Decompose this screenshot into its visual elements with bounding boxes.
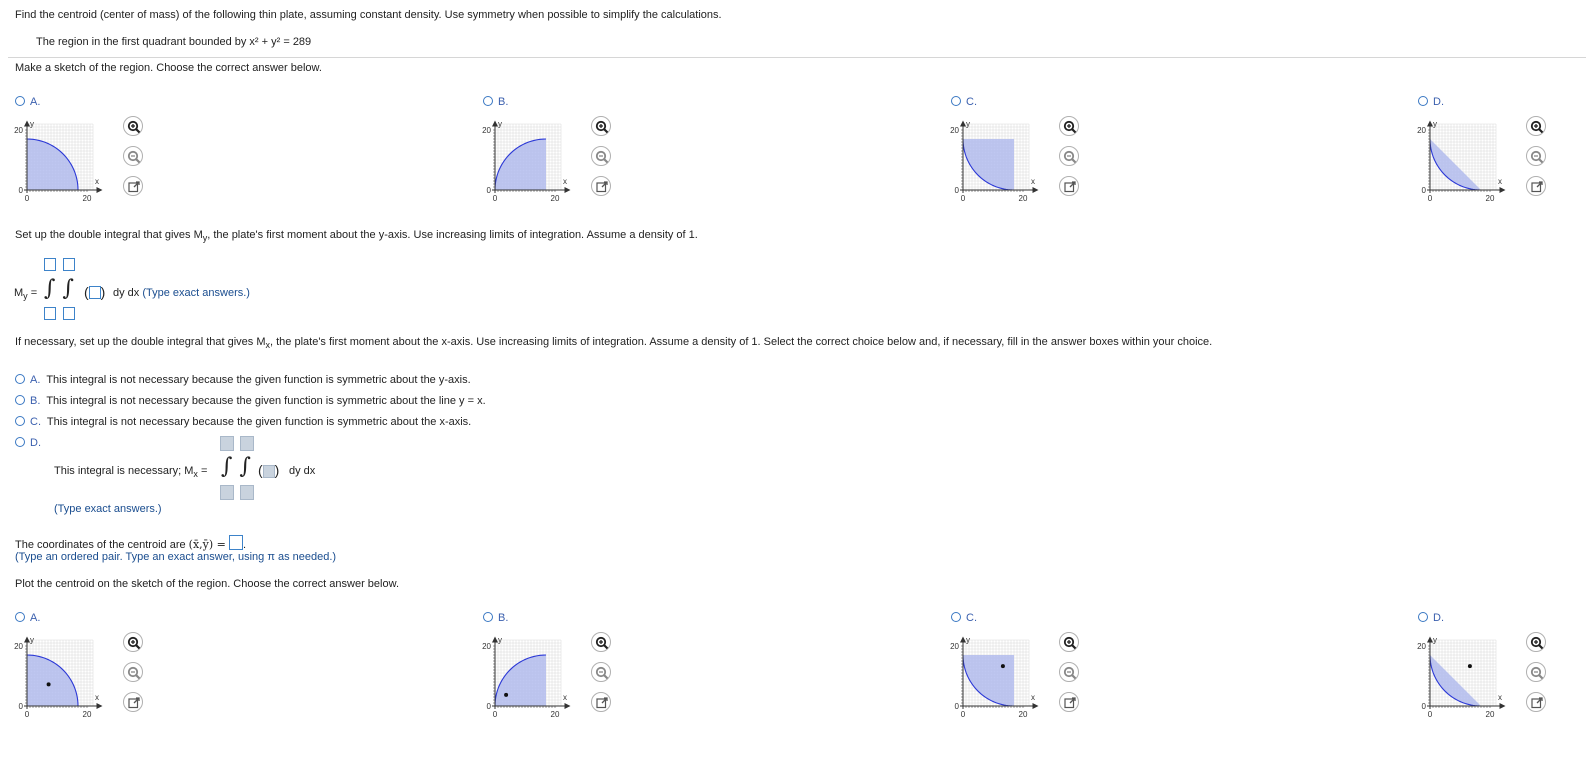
mx-d-hint: (Type exact answers.) [54, 503, 162, 515]
centroid-hint: (Type an ordered pair. Type an exact answer, using π as needed.) [15, 551, 337, 563]
my-integral-signs: ∫ ∫ [44, 276, 74, 301]
popout-icon[interactable] [123, 176, 143, 196]
plot-a-graph [5, 631, 115, 721]
my-inner-lower-input[interactable] [63, 307, 75, 320]
plot-d-graph [1408, 631, 1518, 721]
region-fill [1430, 655, 1481, 706]
mx-inner-upper-input[interactable] [240, 436, 254, 451]
x-axis-label: x [1031, 693, 1035, 702]
my-lhs: $M_y$ = [14, 287, 38, 302]
x-arrow [97, 703, 103, 709]
zoom-out-icon[interactable] [1059, 662, 1079, 682]
radio-button[interactable] [483, 96, 493, 106]
centroid-prompt: The coordinates of the centroid are (x̄,ȳ) = . [15, 535, 246, 551]
y-axis-label: y [966, 635, 970, 645]
x-axis-label: x [1031, 177, 1035, 186]
my-outer-lower-input[interactable] [44, 307, 56, 320]
radio-button[interactable] [951, 612, 961, 622]
x-tick-label-origin: 0 [24, 194, 30, 203]
x-arrow [565, 703, 571, 709]
radio-button[interactable] [1418, 612, 1428, 622]
region-fill [1430, 139, 1481, 190]
plot-prompt: Plot the centroid on the sketch of the region. Choose the correct answer below. [15, 578, 400, 590]
x-tick-label-max: 20 [550, 194, 560, 203]
option-label: B. [498, 96, 509, 108]
x-tick-label-origin: 0 [960, 194, 966, 203]
x-tick-label-origin: 0 [24, 710, 30, 719]
y-axis-label: y [1433, 119, 1437, 129]
y-tick-label-origin: 0 [18, 186, 23, 195]
my-lower-limits [44, 307, 75, 323]
zoom-out-icon[interactable] [1526, 146, 1546, 166]
popout-icon[interactable] [1059, 692, 1079, 712]
sketch-option-a[interactable] [15, 96, 40, 108]
problem-region: The region in the first quadrant bounded by x² + y² = 289 [36, 36, 312, 48]
x-tick-label-max: 20 [82, 194, 92, 203]
mx-choice-a[interactable]: A. This integral is not necessary because the given function is symmetric about the y-axis. [15, 374, 471, 386]
region-fill [963, 139, 1014, 190]
mx-d-tail: dy dx [289, 465, 316, 477]
zoom-out-icon[interactable] [1059, 146, 1079, 166]
x-axis-label: x [1498, 177, 1502, 186]
option-label: D. [1433, 612, 1444, 624]
y-axis-label: y [498, 635, 502, 645]
divider [8, 57, 1586, 58]
radio-button[interactable] [483, 612, 493, 622]
my-integrand-input[interactable] [89, 286, 101, 299]
radio-d[interactable] [15, 437, 25, 447]
x-tick-label-max: 20 [1018, 710, 1028, 719]
region-fill [963, 655, 1014, 706]
mx-choice-b[interactable]: B. This integral is not necessary because the given function is symmetric about the line y = x. [15, 395, 486, 407]
plot-option-d[interactable] [1418, 612, 1444, 624]
my-inner-upper-input[interactable] [63, 258, 75, 271]
sketch-option-d[interactable] [1418, 96, 1444, 108]
y-axis-label: y [498, 119, 502, 129]
sketch-prompt: Make a sketch of the region. Choose the correct answer below. [15, 62, 322, 74]
mx-upper-limits [220, 436, 254, 454]
plot-c-graph [941, 631, 1051, 721]
y-tick-label-max: 20 [14, 642, 23, 651]
sketch-a-graph [5, 115, 115, 205]
x-tick-label-origin: 0 [960, 710, 966, 719]
plot-option-b[interactable] [483, 612, 508, 624]
centroid-input[interactable] [229, 535, 243, 550]
mx-prompt: If necessary, set up the double integral that gives $M_x$, the plate's first moment about the x-axis. Use increasing limits of integration. Assume a density of 1. Select the correct choice below and, if necessary, fill in the answer boxes within your choice. [15, 336, 1213, 351]
mx-integrand-input[interactable] [263, 465, 275, 478]
sketch-b-graph [473, 115, 583, 205]
region-fill [27, 139, 78, 190]
x-tick-label-max: 20 [1018, 194, 1028, 203]
radio-button[interactable] [15, 612, 25, 622]
centroid-dot [504, 693, 508, 697]
popout-icon[interactable] [1059, 176, 1079, 196]
mx-choice-d[interactable]: D. [15, 437, 41, 449]
zoom-out-icon[interactable] [1526, 662, 1546, 682]
y-tick-label-origin: 0 [486, 186, 491, 195]
centroid-dot [1468, 664, 1472, 668]
x-arrow [565, 187, 571, 193]
zoom-in-icon[interactable] [1059, 116, 1079, 136]
y-tick-label-max: 20 [950, 126, 959, 135]
my-upper-limits [44, 258, 75, 274]
plot-b-graph [473, 631, 583, 721]
sketch-c-graph [941, 115, 1051, 205]
x-arrow [97, 187, 103, 193]
x-axis-label: x [563, 177, 567, 186]
radio-c[interactable] [15, 416, 25, 426]
my-integrand: ( ) [84, 284, 106, 300]
x-arrow [1500, 187, 1506, 193]
popout-icon[interactable] [591, 176, 611, 196]
y-axis-label: y [30, 635, 34, 645]
option-label: C. [966, 612, 977, 624]
zoom-in-icon[interactable] [1526, 632, 1546, 652]
x-axis-label: x [563, 693, 567, 702]
y-tick-label-origin: 0 [954, 702, 959, 711]
mx-choice-c[interactable]: C. This integral is not necessary because the given function is symmetric about the x-axis. [15, 416, 471, 428]
x-tick-label-max: 20 [550, 710, 560, 719]
zoom-in-icon[interactable] [123, 116, 143, 136]
x-axis-label: x [1498, 693, 1502, 702]
option-label: D. [1433, 96, 1444, 108]
mx-inner-lower-input[interactable] [240, 485, 254, 500]
popout-icon[interactable] [591, 692, 611, 712]
x-tick-label-max: 20 [1485, 710, 1495, 719]
mx-integrand: ( ) [258, 462, 280, 478]
centroid-dot [47, 682, 51, 686]
mx-integral-signs: ∫ ∫ [221, 454, 251, 479]
region-fill [495, 655, 546, 706]
zoom-out-icon[interactable] [123, 146, 143, 166]
x-axis-label: x [95, 177, 99, 186]
y-tick-label-max: 20 [1417, 642, 1426, 651]
sketch-d-graph [1408, 115, 1518, 205]
sketch-option-c[interactable] [951, 96, 977, 108]
sketch-option-b[interactable] [483, 96, 508, 108]
radio-button[interactable] [1418, 96, 1428, 106]
radio-b[interactable] [15, 395, 25, 405]
mx-outer-upper-input[interactable] [220, 436, 234, 451]
x-tick-label-origin: 0 [492, 194, 498, 203]
y-tick-label-max: 20 [950, 642, 959, 651]
zoom-out-icon[interactable] [123, 662, 143, 682]
option-label: A. [30, 96, 41, 108]
zoom-in-icon[interactable] [591, 116, 611, 136]
mx-outer-lower-input[interactable] [220, 485, 234, 500]
y-axis-label: y [30, 119, 34, 129]
zoom-in-icon[interactable] [591, 632, 611, 652]
y-tick-label-origin: 0 [486, 702, 491, 711]
y-tick-label-origin: 0 [18, 702, 23, 711]
y-tick-label-origin: 0 [954, 186, 959, 195]
y-tick-label-origin: 0 [1421, 186, 1426, 195]
popout-icon[interactable] [123, 692, 143, 712]
y-tick-label-max: 20 [482, 126, 491, 135]
x-tick-label-origin: 0 [492, 710, 498, 719]
y-axis-label: y [966, 119, 970, 129]
y-tick-label-origin: 0 [1421, 702, 1426, 711]
region-fill [27, 655, 78, 706]
zoom-out-icon[interactable] [591, 662, 611, 682]
x-tick-label-max: 20 [1485, 194, 1495, 203]
option-label: B. [498, 612, 509, 624]
plot-option-a[interactable] [15, 612, 40, 624]
y-tick-label-max: 20 [482, 642, 491, 651]
x-arrow [1033, 703, 1039, 709]
x-tick-label-max: 20 [82, 710, 92, 719]
y-tick-label-max: 20 [14, 126, 23, 135]
region-fill [495, 139, 546, 190]
x-axis-label: x [95, 693, 99, 702]
x-arrow [1500, 703, 1506, 709]
y-axis-label: y [1433, 635, 1437, 645]
mx-lower-limits [220, 485, 254, 503]
zoom-in-icon[interactable] [1526, 116, 1546, 136]
my-prompt: Set up the double integral that gives $M_y$, the plate's first moment about the y-axis. Use increasing limits of integration. Assume a density of 1. [15, 229, 698, 244]
y-tick-label-max: 20 [1417, 126, 1426, 135]
radio-button[interactable] [951, 96, 961, 106]
option-label: A. [30, 612, 41, 624]
popout-icon[interactable] [1526, 176, 1546, 196]
plot-option-c[interactable] [951, 612, 977, 624]
x-tick-label-origin: 0 [1427, 194, 1433, 203]
radio-a[interactable] [15, 374, 25, 384]
option-label: C. [966, 96, 977, 108]
popout-icon[interactable] [1526, 692, 1546, 712]
my-tail: dy dx (Type exact answers.) [113, 287, 250, 299]
centroid-dot [1001, 664, 1005, 668]
radio-button[interactable] [15, 96, 25, 106]
x-arrow [1033, 187, 1039, 193]
zoom-in-icon[interactable] [123, 632, 143, 652]
mx-d-text: This integral is necessary; $M_x$ = [54, 465, 208, 480]
my-outer-upper-input[interactable] [44, 258, 56, 271]
zoom-out-icon[interactable] [591, 146, 611, 166]
problem-instruction: Find the centroid (center of mass) of the following thin plate, assuming constant density. Use symmetry when possible to simplify the calculations. [15, 9, 722, 21]
x-tick-label-origin: 0 [1427, 710, 1433, 719]
zoom-in-icon[interactable] [1059, 632, 1079, 652]
